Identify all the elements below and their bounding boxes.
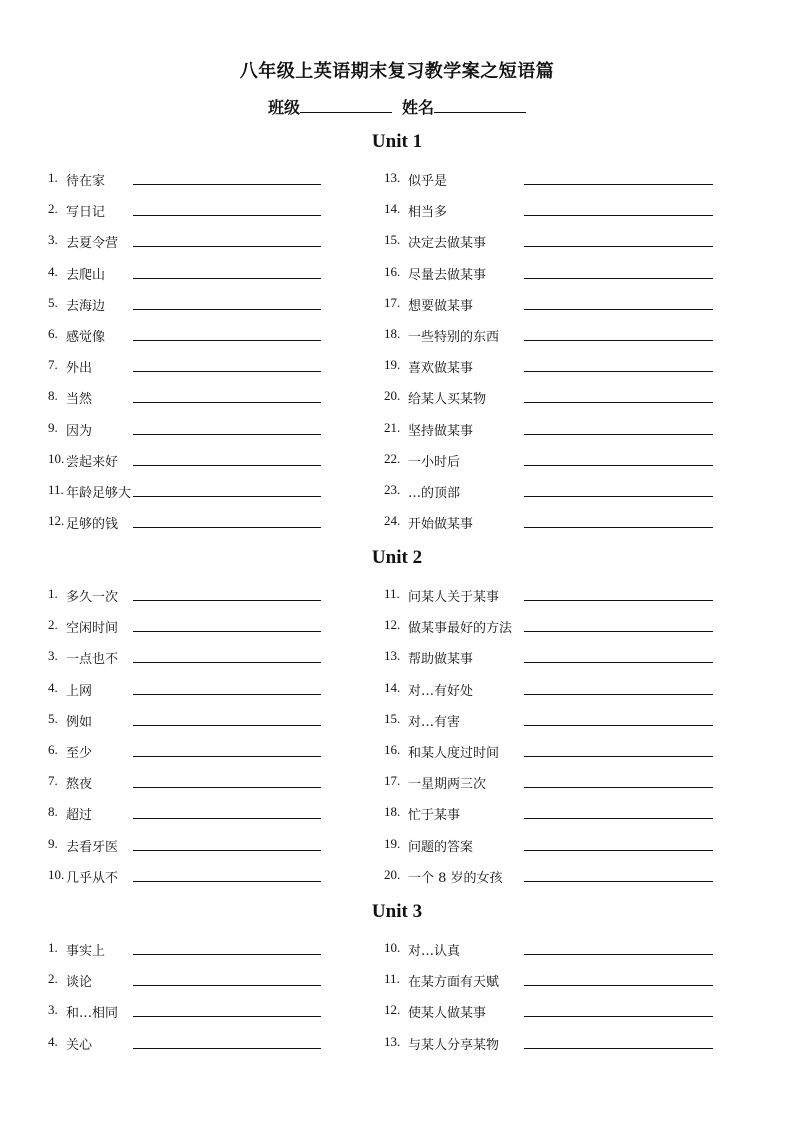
phrase-prompt: 喜欢做某事 bbox=[408, 361, 474, 376]
phrase-prompt: 一小时后 bbox=[408, 455, 461, 470]
answer-blank[interactable] bbox=[524, 954, 713, 955]
phrase-prompt: 一点也不 bbox=[66, 652, 119, 667]
item-number: 6. bbox=[48, 742, 58, 757]
right-phrase-row bbox=[0, 804, 794, 824]
unit-heading: Unit 1 bbox=[371, 131, 423, 152]
item-number: 11. bbox=[384, 586, 400, 601]
answer-blank[interactable] bbox=[524, 340, 713, 341]
phrase-prompt: 尝起来好 bbox=[66, 455, 119, 470]
item-number: 3. bbox=[48, 1002, 58, 1017]
item-number: 8. bbox=[48, 804, 58, 819]
item-number: 22. bbox=[384, 451, 401, 466]
item-number: 16. bbox=[384, 742, 401, 757]
phrase-prompt: 感觉像 bbox=[66, 330, 106, 345]
class-name-line bbox=[0, 95, 794, 118]
item-number: 10. bbox=[384, 940, 401, 955]
class-label: 班级 bbox=[267, 98, 300, 117]
item-number: 14. bbox=[384, 680, 401, 695]
item-number: 7. bbox=[48, 773, 58, 788]
phrase-prompt: 一些特别的东西 bbox=[408, 330, 500, 345]
answer-blank[interactable] bbox=[524, 371, 713, 372]
item-number: 4. bbox=[48, 1034, 58, 1049]
item-number: 23. bbox=[384, 482, 401, 497]
phrase-prompt: 超过 bbox=[66, 808, 93, 823]
answer-blank[interactable] bbox=[524, 1048, 713, 1049]
right-phrase-row bbox=[0, 836, 794, 856]
phrase-prompt: 事实上 bbox=[66, 944, 106, 959]
item-number: 17. bbox=[384, 773, 401, 788]
item-number: 20. bbox=[384, 867, 401, 882]
phrase-prompt: 决定去做某事 bbox=[408, 236, 487, 251]
phrase-prompt: 在某方面有天赋 bbox=[408, 975, 500, 990]
right-phrase-row bbox=[0, 773, 794, 793]
phrase-prompt: 关心 bbox=[66, 1038, 93, 1053]
answer-blank[interactable] bbox=[524, 600, 713, 601]
answer-blank[interactable] bbox=[524, 850, 713, 851]
item-number: 3. bbox=[48, 648, 58, 663]
item-number: 4. bbox=[48, 680, 58, 695]
phrase-prompt: 去海边 bbox=[66, 299, 106, 314]
right-phrase-row bbox=[0, 940, 794, 960]
item-number: 13. bbox=[384, 648, 401, 663]
name-blank[interactable] bbox=[434, 98, 526, 113]
right-phrase-row bbox=[0, 867, 794, 887]
right-phrase-row bbox=[0, 1002, 794, 1022]
answer-blank[interactable] bbox=[524, 787, 713, 788]
item-number: 24. bbox=[384, 513, 401, 528]
answer-blank[interactable] bbox=[524, 881, 713, 882]
phrase-prompt: 写日记 bbox=[66, 205, 106, 220]
unit-heading: Unit 3 bbox=[371, 901, 423, 922]
right-phrase-row bbox=[0, 482, 794, 502]
answer-blank[interactable] bbox=[524, 662, 713, 663]
answer-blank[interactable] bbox=[524, 278, 713, 279]
item-number: 18. bbox=[384, 326, 401, 341]
right-phrase-row bbox=[0, 513, 794, 533]
phrase-prompt: 一星期两三次 bbox=[408, 777, 487, 792]
right-phrase-row bbox=[0, 264, 794, 284]
phrase-prompt: 和某人度过时间 bbox=[408, 746, 500, 761]
phrase-prompt: 至少 bbox=[66, 746, 93, 761]
item-number: 12. bbox=[48, 513, 65, 528]
answer-blank[interactable] bbox=[524, 434, 713, 435]
item-number: 19. bbox=[384, 357, 401, 372]
item-number: 13. bbox=[384, 170, 401, 185]
phrase-prompt: 问题的答案 bbox=[408, 840, 474, 855]
answer-blank[interactable] bbox=[524, 246, 713, 247]
item-number: 1. bbox=[48, 940, 58, 955]
right-phrase-row bbox=[0, 232, 794, 252]
item-number: 20. bbox=[384, 388, 401, 403]
phrase-prompt: 坚持做某事 bbox=[408, 424, 474, 439]
item-number: 19. bbox=[384, 836, 401, 851]
answer-blank[interactable] bbox=[524, 1016, 713, 1017]
item-number: 12. bbox=[384, 1002, 401, 1017]
phrase-prompt: 相当多 bbox=[408, 205, 448, 220]
answer-blank[interactable] bbox=[524, 496, 713, 497]
item-number: 8. bbox=[48, 388, 58, 403]
item-number: 12. bbox=[384, 617, 401, 632]
phrase-prompt: 上网 bbox=[66, 684, 93, 699]
phrase-prompt: 当然 bbox=[66, 392, 93, 407]
item-number: 9. bbox=[48, 420, 58, 435]
name-label: 姓名 bbox=[402, 98, 435, 117]
item-number: 21. bbox=[384, 420, 401, 435]
phrase-prompt: 足够的钱 bbox=[66, 517, 119, 532]
phrase-prompt: 与某人分享某物 bbox=[408, 1038, 500, 1053]
phrase-prompt: 外出 bbox=[66, 361, 93, 376]
item-number: 15. bbox=[384, 711, 401, 726]
item-number: 17. bbox=[384, 295, 401, 310]
phrase-prompt: 开始做某事 bbox=[408, 517, 474, 532]
right-phrase-row bbox=[0, 742, 794, 762]
item-number: 6. bbox=[48, 326, 58, 341]
phrase-prompt: 因为 bbox=[66, 424, 93, 439]
right-phrase-row bbox=[0, 201, 794, 221]
phrase-prompt: 想要做某事 bbox=[408, 299, 474, 314]
right-phrase-row bbox=[0, 971, 794, 991]
answer-blank[interactable] bbox=[524, 631, 713, 632]
phrase-prompt: 待在家 bbox=[66, 174, 106, 189]
right-phrase-row bbox=[0, 451, 794, 471]
page-title: 八年级上英语期末复习教学案之短语篇 bbox=[239, 61, 555, 82]
phrase-prompt: 似乎是 bbox=[408, 174, 448, 189]
phrase-prompt: 年龄足够大 bbox=[66, 486, 132, 501]
phrase-prompt: 一个 8 岁的女孩 bbox=[408, 871, 503, 886]
class-blank[interactable] bbox=[300, 98, 392, 113]
phrase-prompt: 几乎从不 bbox=[66, 871, 119, 886]
phrase-prompt: 熬夜 bbox=[66, 777, 93, 792]
answer-blank[interactable] bbox=[524, 527, 713, 528]
item-number: 10. bbox=[48, 451, 65, 466]
answer-blank[interactable] bbox=[524, 985, 713, 986]
phrase-prompt: 使某人做某事 bbox=[408, 1006, 487, 1021]
phrase-prompt: 去爬山 bbox=[66, 268, 106, 283]
phrase-prompt: 多久一次 bbox=[66, 590, 119, 605]
phrase-prompt: 尽量去做某事 bbox=[408, 268, 487, 283]
right-phrase-row bbox=[0, 357, 794, 377]
phrase-prompt: …的顶部 bbox=[408, 486, 461, 501]
item-number: 2. bbox=[48, 971, 58, 986]
item-number: 10. bbox=[48, 867, 65, 882]
phrase-prompt: 和…相同 bbox=[66, 1006, 119, 1021]
item-number: 3. bbox=[48, 232, 58, 247]
item-number: 16. bbox=[384, 264, 401, 279]
phrase-prompt: 问某人关于某事 bbox=[408, 590, 500, 605]
phrase-prompt: 去夏令营 bbox=[66, 236, 119, 251]
right-phrase-row bbox=[0, 420, 794, 440]
phrase-prompt: 去看牙医 bbox=[66, 840, 119, 855]
answer-blank[interactable] bbox=[524, 402, 713, 403]
item-number: 1. bbox=[48, 170, 58, 185]
answer-blank[interactable] bbox=[524, 215, 713, 216]
item-number: 4. bbox=[48, 264, 58, 279]
item-number: 15. bbox=[384, 232, 401, 247]
answer-blank[interactable] bbox=[524, 309, 713, 310]
right-phrase-row bbox=[0, 326, 794, 346]
item-number: 13. bbox=[384, 1034, 401, 1049]
answer-blank[interactable] bbox=[524, 184, 713, 185]
answer-blank[interactable] bbox=[524, 756, 713, 757]
answer-blank[interactable] bbox=[524, 465, 713, 466]
item-number: 1. bbox=[48, 586, 58, 601]
item-number: 11. bbox=[48, 482, 64, 497]
phrase-prompt: 对…有好处 bbox=[408, 684, 474, 699]
phrase-prompt: 例如 bbox=[66, 715, 93, 730]
item-number: 9. bbox=[48, 836, 58, 851]
phrase-prompt: 忙于某事 bbox=[408, 808, 461, 823]
item-number: 7. bbox=[48, 357, 58, 372]
item-number: 2. bbox=[48, 617, 58, 632]
right-phrase-row bbox=[0, 295, 794, 315]
item-number: 14. bbox=[384, 201, 401, 216]
item-number: 2. bbox=[48, 201, 58, 216]
unit-heading: Unit 2 bbox=[371, 547, 423, 568]
answer-blank[interactable] bbox=[524, 725, 713, 726]
item-number: 5. bbox=[48, 295, 58, 310]
phrase-prompt: 帮助做某事 bbox=[408, 652, 474, 667]
phrase-prompt: 做某事最好的方法 bbox=[408, 621, 513, 636]
item-number: 18. bbox=[384, 804, 401, 819]
right-phrase-row bbox=[0, 648, 794, 668]
phrase-prompt: 空闲时间 bbox=[66, 621, 119, 636]
answer-blank[interactable] bbox=[524, 694, 713, 695]
right-phrase-row bbox=[0, 711, 794, 731]
right-phrase-row bbox=[0, 170, 794, 190]
item-number: 11. bbox=[384, 971, 400, 986]
right-phrase-row bbox=[0, 388, 794, 408]
phrase-prompt: 给某人买某物 bbox=[408, 392, 487, 407]
phrase-prompt: 对…有害 bbox=[408, 715, 461, 730]
phrase-prompt: 谈论 bbox=[66, 975, 93, 990]
item-number: 5. bbox=[48, 711, 58, 726]
phrase-prompt: 对…认真 bbox=[408, 944, 461, 959]
answer-blank[interactable] bbox=[524, 818, 713, 819]
right-phrase-row bbox=[0, 617, 794, 637]
right-phrase-row bbox=[0, 586, 794, 606]
right-phrase-row bbox=[0, 680, 794, 700]
right-phrase-row bbox=[0, 1034, 794, 1054]
